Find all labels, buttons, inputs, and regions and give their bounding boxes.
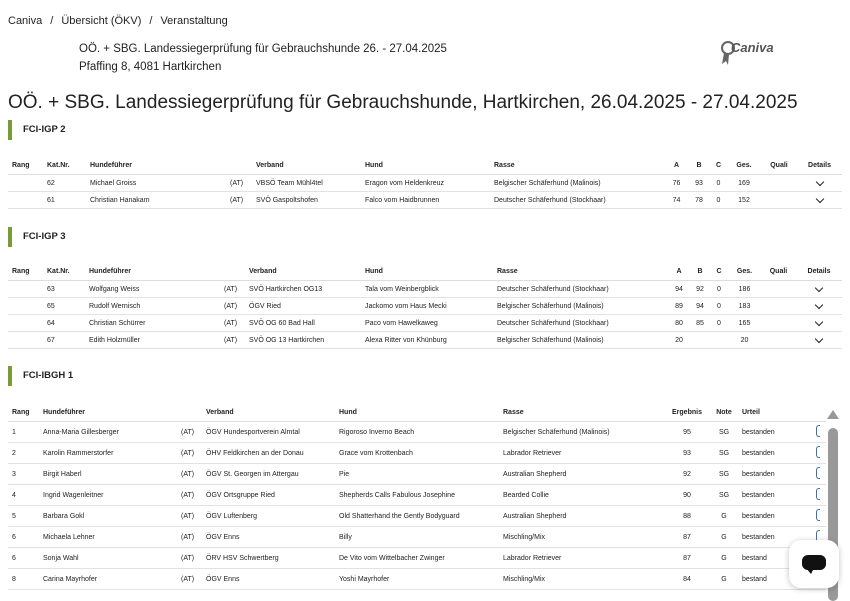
col-rang: Rang — [8, 404, 39, 422]
cell-urteil: bestanden — [738, 485, 812, 506]
breadcrumb-item-veranstaltung[interactable]: Veranstaltung — [160, 15, 228, 27]
chevron-down-icon[interactable] — [815, 194, 823, 202]
breadcrumb-item-uebersicht[interactable]: Übersicht (ÖKV) — [61, 15, 142, 27]
cell-verband: SVÖ OG 13 Hartkirchen — [245, 332, 361, 349]
cell-c: 0 — [710, 315, 728, 332]
row-action-cell[interactable] — [812, 485, 826, 506]
col-katnr: Kat.Nr. — [43, 263, 85, 281]
col-hund: Hund — [361, 157, 490, 175]
col-ges: Ges. — [728, 263, 761, 281]
cell-c — [710, 332, 728, 349]
cell-rang — [8, 298, 43, 315]
cell-hund: Eragon vom Heldenkreuz — [361, 175, 490, 192]
cell-quali — [761, 315, 796, 332]
cell-rasse: Belgischer Schäferhund (Malinois) — [493, 332, 668, 349]
cell-b: 78 — [688, 192, 710, 209]
cell-hund: Old Shatterhand the Gently Bodyguard — [335, 506, 499, 527]
cell-hundefuehrer: Wolfgang Weiss — [85, 281, 220, 298]
cell-rang: 2 — [8, 443, 39, 464]
table-header-row — [8, 157, 842, 175]
col-rasse: Rasse — [493, 263, 668, 281]
cell-rang: 6 — [8, 548, 39, 569]
row-action-button[interactable] — [816, 467, 820, 479]
col-hundefuehrer: Hundeführer — [39, 404, 177, 422]
row-action-cell[interactable] — [812, 506, 826, 527]
cell-a: 80 — [668, 315, 690, 332]
cell-land: (AT) — [226, 175, 252, 192]
col-note: Note — [710, 404, 738, 422]
cell-a: 94 — [668, 281, 690, 298]
cell-land: (AT) — [177, 443, 202, 464]
cell-rang: 4 — [8, 485, 39, 506]
cell-hundefuehrer: Sonja Wahl — [39, 548, 177, 569]
row-action-button[interactable] — [816, 509, 820, 521]
chat-button[interactable] — [789, 540, 839, 588]
breadcrumb-separator: / — [149, 15, 153, 27]
col-land — [177, 404, 202, 422]
cell-rasse: Belgischer Schäferhund (Malinois) — [499, 422, 664, 443]
col-ergebnis: Ergebnis — [664, 404, 710, 422]
cell-katnr: 67 — [43, 332, 85, 349]
cell-rasse: Deutscher Schäferhund (Stockhaar) — [493, 281, 668, 298]
cell-verband: ÖRV HSV Schwertberg — [202, 548, 335, 569]
cell-a: 76 — [665, 175, 688, 192]
cell-katnr: 62 — [43, 175, 86, 192]
cell-hund: Shepherds Calls Fabulous Josephine — [335, 485, 499, 506]
cell-note: G — [710, 527, 738, 548]
cell-hund: Grace vom Krottenbach — [335, 443, 499, 464]
cell-rang — [8, 175, 43, 192]
cell-c: 0 — [710, 192, 727, 209]
col-a: A — [668, 263, 690, 281]
cell-land: (AT) — [220, 315, 245, 332]
table-header-row — [8, 404, 826, 422]
col-land — [220, 263, 245, 281]
cell-ges: 165 — [728, 315, 761, 332]
results-table-ibgh1 — [8, 404, 826, 590]
cell-katnr: 63 — [43, 281, 85, 298]
details-toggle[interactable] — [797, 175, 842, 192]
col-verband: Verband — [202, 404, 335, 422]
col-rang: Rang — [8, 263, 43, 281]
cell-hundefuehrer: Ingrid Wagenleitner — [39, 485, 177, 506]
table-row[interactable] — [8, 527, 826, 548]
cell-land: (AT) — [177, 548, 202, 569]
col-quali: Quali — [761, 157, 797, 175]
row-action-button[interactable] — [816, 488, 820, 500]
cell-ergebnis: 93 — [664, 443, 710, 464]
cell-verband: ÖGV Ried — [245, 298, 361, 315]
cell-quali — [761, 192, 797, 209]
table-row[interactable] — [8, 422, 826, 443]
table-row[interactable] — [8, 332, 842, 349]
cell-verband: SVÖ Hartkirchen OG13 — [245, 281, 361, 298]
table-row[interactable] — [8, 464, 826, 485]
details-toggle[interactable] — [796, 298, 842, 315]
cell-land: (AT) — [226, 192, 252, 209]
cell-ergebnis: 87 — [664, 527, 710, 548]
cell-rasse: Deutscher Schäferhund (Stockhaar) — [490, 192, 665, 209]
details-toggle[interactable] — [796, 332, 842, 349]
chat-bubble-tail — [806, 568, 814, 574]
cell-rang: 1 — [8, 422, 39, 443]
cell-urteil: bestand — [738, 569, 812, 590]
cell-rang: 8 — [8, 569, 39, 590]
cell-hund: Billy — [335, 527, 499, 548]
breadcrumb — [8, 15, 228, 27]
cell-ges: 183 — [728, 298, 761, 315]
cell-ges: 152 — [727, 192, 761, 209]
col-b: B — [690, 263, 710, 281]
cell-hundefuehrer: Edith Holzmüller — [85, 332, 220, 349]
cell-note: G — [710, 569, 738, 590]
cell-quali — [761, 281, 796, 298]
cell-hund: Falco vom Haidbrunnen — [361, 192, 490, 209]
col-ges: Ges. — [727, 157, 761, 175]
cell-urteil: bestanden — [738, 422, 812, 443]
cell-land: (AT) — [177, 485, 202, 506]
cell-note: SG — [710, 443, 738, 464]
cell-urteil: bestanden — [738, 527, 812, 548]
cell-verband: ÖGV Ortsgruppe Ried — [202, 485, 335, 506]
cell-hund: Tala vom Weinbergblick — [361, 281, 493, 298]
cell-rasse: Deutscher Schäferhund (Stockhaar) — [493, 315, 668, 332]
cell-hund: Yoshi Mayrhofer — [335, 569, 499, 590]
cell-c: 0 — [710, 298, 728, 315]
col-hund: Hund — [361, 263, 493, 281]
cell-b — [690, 332, 710, 349]
col-rang: Rang — [8, 157, 43, 175]
col-urteil: Urteil — [738, 404, 812, 422]
cell-rasse: Australian Shepherd — [499, 464, 664, 485]
cell-a: 20 — [668, 332, 690, 349]
cell-rasse: Belgischer Schäferhund (Malinois) — [493, 298, 668, 315]
table-row[interactable] — [8, 506, 826, 527]
table-row[interactable] — [8, 315, 842, 332]
cell-ges: 169 — [727, 175, 761, 192]
cell-hundefuehrer: Anna-Maria Gillesberger — [39, 422, 177, 443]
cell-b: 94 — [690, 298, 710, 315]
cell-rasse: Labrador Retriever — [499, 548, 664, 569]
cell-hund: Rigoroso Inverno Beach — [335, 422, 499, 443]
cell-note: SG — [710, 485, 738, 506]
cell-rasse: Mischling/Mix — [499, 527, 664, 548]
cell-a: 89 — [668, 298, 690, 315]
cell-land: (AT) — [177, 506, 202, 527]
cell-verband: SVÖ OG 60 Bad Hall — [245, 315, 361, 332]
col-c: C — [710, 157, 727, 175]
cell-land: (AT) — [177, 422, 202, 443]
cell-rang — [8, 192, 43, 209]
row-action-button[interactable] — [816, 425, 820, 437]
cell-ergebnis: 88 — [664, 506, 710, 527]
cell-b: 93 — [688, 175, 710, 192]
cell-hundefuehrer: Christian Schürrer — [85, 315, 220, 332]
chevron-down-icon[interactable] — [815, 334, 823, 342]
col-katnr: Kat.Nr. — [43, 157, 86, 175]
col-verband: Verband — [245, 263, 361, 281]
col-extra — [812, 404, 826, 422]
cell-hundefuehrer: Rudolf Wernisch — [85, 298, 220, 315]
cell-verband: ÖGV Luftenberg — [202, 506, 335, 527]
scroll-up-arrow-icon[interactable] — [827, 410, 839, 419]
details-toggle[interactable] — [796, 281, 842, 298]
cell-verband: ÖGV Enns — [202, 527, 335, 548]
cell-urteil: bestand — [738, 548, 812, 569]
col-quali: Quali — [761, 263, 796, 281]
cell-hund: Alexa Ritter von Khünburg — [361, 332, 493, 349]
table-row[interactable] — [8, 569, 826, 590]
table-row[interactable] — [8, 175, 842, 192]
cell-verband: VBSÖ Team Mühl4tel — [252, 175, 361, 192]
col-hundefuehrer: Hundeführer — [85, 263, 220, 281]
col-land — [226, 157, 252, 175]
cell-hundefuehrer: Birgit Haberl — [39, 464, 177, 485]
col-hund: Hund — [335, 404, 499, 422]
cell-urteil: bestanden — [738, 464, 812, 485]
cell-katnr: 65 — [43, 298, 85, 315]
col-rasse: Rasse — [490, 157, 665, 175]
cell-rasse: Mischling/Mix — [499, 569, 664, 590]
details-toggle[interactable] — [796, 315, 842, 332]
chevron-down-icon[interactable] — [815, 317, 823, 325]
table-row[interactable] — [8, 298, 842, 315]
col-rasse: Rasse — [499, 404, 664, 422]
section-title-igp3: FCI-IGP 3 — [8, 227, 66, 247]
cell-a: 74 — [665, 192, 688, 209]
cell-land: (AT) — [177, 569, 202, 590]
cell-hundefuehrer: Carina Mayrhofer — [39, 569, 177, 590]
row-action-button[interactable] — [816, 446, 820, 458]
page-title: OÖ. + SBG. Landessiegerprüfung für Gebrauchshunde, Hartkirchen, 26.04.2025 - 27.04.2025 — [8, 92, 798, 113]
cell-ergebnis: 84 — [664, 569, 710, 590]
cell-land: (AT) — [177, 464, 202, 485]
cell-verband: ÖGV Enns — [202, 569, 335, 590]
cell-katnr: 64 — [43, 315, 85, 332]
cell-b: 85 — [690, 315, 710, 332]
breadcrumb-separator: / — [50, 15, 54, 27]
col-a: A — [665, 157, 688, 175]
col-details: Details — [797, 157, 842, 175]
section-title-igp2: FCI-IGP 2 — [8, 120, 66, 140]
cell-quali — [761, 332, 796, 349]
cell-rang: 6 — [8, 527, 39, 548]
table-row[interactable] — [8, 548, 826, 569]
cell-verband: SVÖ Gaspoltshofen — [252, 192, 361, 209]
cell-hund: Jackomo vom Haus Mecki — [361, 298, 493, 315]
cell-note: G — [710, 506, 738, 527]
col-details: Details — [796, 263, 842, 281]
cell-katnr: 61 — [43, 192, 86, 209]
event-subtitle: OÖ. + SBG. Landessiegerprüfung für Gebrauchshunde 26. - 27.04.2025 — [79, 43, 447, 55]
table-row[interactable] — [8, 281, 842, 298]
table-row[interactable] — [8, 192, 842, 209]
cell-c: 0 — [710, 281, 728, 298]
chevron-down-icon[interactable] — [815, 177, 823, 185]
cell-rang — [8, 332, 43, 349]
cell-ergebnis: 87 — [664, 548, 710, 569]
cell-rang — [8, 315, 43, 332]
row-action-cell[interactable] — [812, 443, 826, 464]
cell-c: 0 — [710, 175, 727, 192]
cell-rang: 3 — [8, 464, 39, 485]
table-row[interactable] — [8, 443, 826, 464]
cell-land: (AT) — [220, 281, 245, 298]
row-action-cell[interactable] — [812, 464, 826, 485]
cell-note: G — [710, 548, 738, 569]
cell-hundefuehrer: Christian Hanakam — [86, 192, 226, 209]
breadcrumb-item-caniva[interactable]: Caniva — [8, 15, 43, 27]
cell-ergebnis: 92 — [664, 464, 710, 485]
cell-note: SG — [710, 464, 738, 485]
col-b: B — [688, 157, 710, 175]
cell-hundefuehrer: Michael Groiss — [86, 175, 226, 192]
results-table-igp3 — [8, 263, 842, 349]
cell-b: 92 — [690, 281, 710, 298]
cell-ges: 186 — [728, 281, 761, 298]
cell-rasse: Bearded Collie — [499, 485, 664, 506]
chevron-down-icon[interactable] — [815, 300, 823, 308]
cell-hundefuehrer: Michaela Lehner — [39, 527, 177, 548]
cell-land: (AT) — [220, 298, 245, 315]
cell-hund: De Vito vom Wittelbacher Zwinger — [335, 548, 499, 569]
chevron-down-icon[interactable] — [815, 283, 823, 291]
cell-verband: ÖHV Feldkirchen an der Donau — [202, 443, 335, 464]
cell-rasse: Labrador Retriever — [499, 443, 664, 464]
col-verband: Verband — [252, 157, 361, 175]
cell-land: (AT) — [220, 332, 245, 349]
cell-rang: 5 — [8, 506, 39, 527]
cell-rasse: Belgischer Schäferhund (Malinois) — [490, 175, 665, 192]
caniva-logo — [721, 40, 774, 66]
cell-verband: ÖGV Hundesportverein Almtal — [202, 422, 335, 443]
cell-ergebnis: 95 — [664, 422, 710, 443]
logo-text: Caniva — [731, 40, 774, 55]
section-title-ibgh1: FCI-IBGH 1 — [8, 366, 73, 386]
cell-ergebnis: 90 — [664, 485, 710, 506]
cell-quali — [761, 298, 796, 315]
col-c: C — [710, 263, 728, 281]
cell-note: SG — [710, 422, 738, 443]
cell-hund: Pie — [335, 464, 499, 485]
event-address: Pfaffing 8, 4081 Hartkirchen — [79, 61, 222, 73]
row-action-cell[interactable] — [812, 422, 826, 443]
details-toggle[interactable] — [797, 192, 842, 209]
cell-urteil: bestanden — [738, 506, 812, 527]
cell-hund: Paco vom Hawelkaweg — [361, 315, 493, 332]
results-table-igp2 — [8, 157, 842, 209]
cell-rang — [8, 281, 43, 298]
col-hundefuehrer: Hundeführer — [86, 157, 226, 175]
table-header-row — [8, 263, 842, 281]
cell-hundefuehrer: Karolin Rammerstorfer — [39, 443, 177, 464]
cell-rasse: Australian Shepherd — [499, 506, 664, 527]
table-row[interactable] — [8, 485, 826, 506]
cell-land: (AT) — [177, 527, 202, 548]
cell-urteil: bestanden — [738, 443, 812, 464]
cell-ges: 20 — [728, 332, 761, 349]
cell-hundefuehrer: Barbara Gokl — [39, 506, 177, 527]
cell-quali — [761, 175, 797, 192]
cell-verband: ÖGV St. Georgen im Attergau — [202, 464, 335, 485]
